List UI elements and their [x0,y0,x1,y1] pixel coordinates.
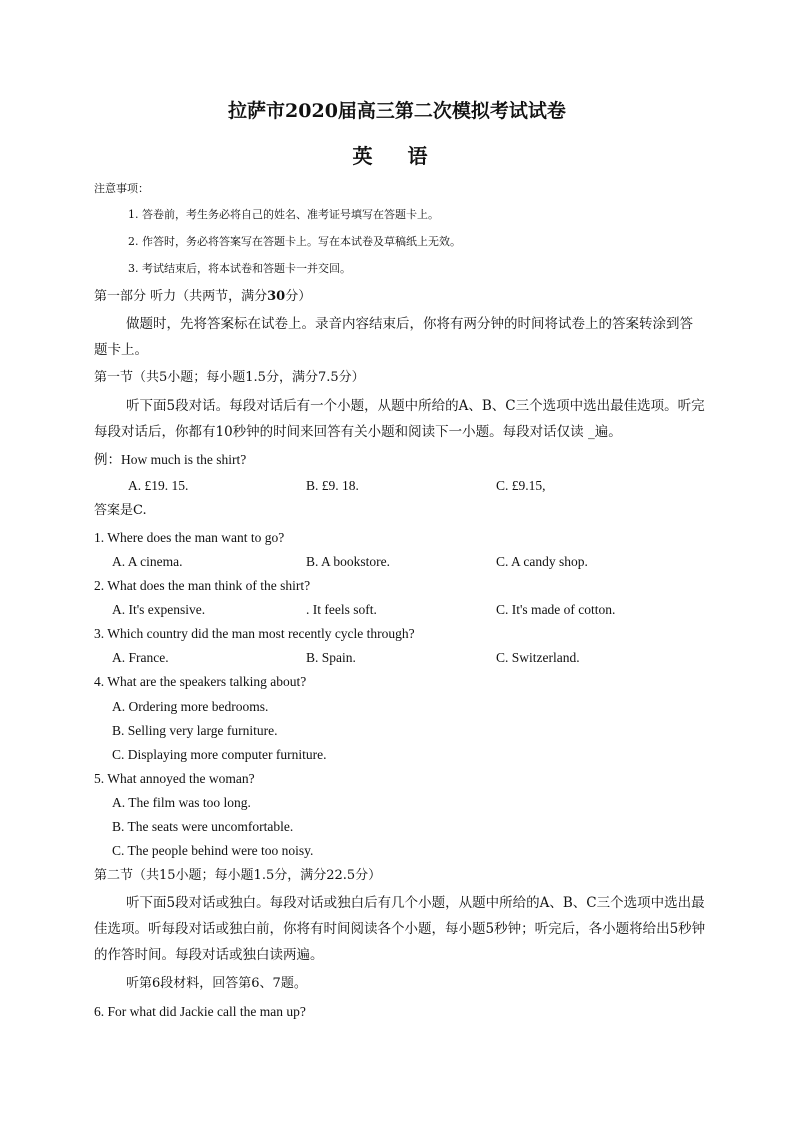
option: C. A candy shop. [496,554,588,569]
option: B. £9. 18. [306,478,359,493]
notice-item: 3. 考试结束后，将本试卷和答题卡一并交回。 [128,262,351,275]
option: B. A bookstore. [306,554,391,569]
option: B. Spain. [306,650,356,665]
option: C. £9.15, [496,478,546,493]
section2-instructions: 听下面5段对话或独白。每段对话或独白后有几个小题，从题中所给的A、B、C三个选项中选出最佳选项。听每段对话或独白前，你将有时间阅读各个小题，每小题5秒钟；听完后，各小题将给出5秒钟的作答时间。每段对话或独白读两遍。 [94,895,706,963]
example-label: 例： [94,452,121,467]
option: A. It's expensive. [112,602,206,617]
question: 5. What annoyed the woman? [94,771,255,786]
option: A. France. [112,650,169,665]
notice-item: 1. 答卷前，考生务必将自己的姓名、准考证号填写在答题卡上。 [128,208,439,221]
subject-title: 英 语 [352,144,442,168]
question: 6. For what did Jackie call the man up? [94,1004,306,1019]
part1-heading-suffix: 分） [285,289,312,304]
option: A. A cinema. [112,554,183,569]
option: A. £19. 15. [128,478,189,493]
question: 1. Where does the man want to go? [94,530,285,545]
option: B. Selling very large furniture. [112,723,278,738]
example-question [94,451,246,469]
option: C. The people behind were too noisy. [112,843,314,858]
option: A. The film was too long. [112,795,251,810]
part1-heading-prefix: 第一部分 听力（共两节，满分 [94,289,268,304]
section2-heading: 第二节（共15小题；每小题1.5分，满分22.5分） [94,868,382,883]
notice-item: 2. 作答时，务必将答案写在答题卡上。写在本试卷及草稿纸上无效。 [128,235,461,248]
section1-instructions: 听下面5段对话。每段对话后有一个小题，从题中所给的A、B、C三个选项中选出最佳选项。听完每段对话后，你都有10秒钟的时间来回答有关小题和阅读下一小题。每段对话仅读 _遍。 [94,398,705,440]
option: B. The seats were uncomfortable. [112,819,294,834]
question: 2. What does the man think of the shirt? [94,578,311,593]
option: C. Displaying more computer furniture. [112,747,327,762]
section1-heading: 第一节（共5小题；每小题1.5分，满分7.5分） [94,370,365,385]
question: 3. Which country did the man most recently cycle through? [94,626,415,641]
question: 4. What are the speakers talking about? [94,674,307,689]
part1-instructions: 做题时，先将答案标在试卷上。录音内容结束后，你将有两分钟的时间将试卷上的答案转涂到答题卡上。 [94,316,693,358]
exam-title: 拉萨市2020届高三第二次模拟考试试卷 [228,100,566,122]
part1-heading [94,288,311,306]
example-answer: 答案是C. [94,503,147,518]
material-note: 听第6段材料，回答第6、7题。 [126,976,307,991]
example-question-text: How much is the shirt? [121,452,247,467]
part1-heading-score: 30 [267,289,286,304]
notice-heading: 注意事项： [94,182,149,195]
option: . It feels soft. [306,602,377,617]
option: C. It's made of cotton. [496,602,616,617]
option: C. Switzerland. [496,650,580,665]
option: A. Ordering more bedrooms. [112,699,269,714]
